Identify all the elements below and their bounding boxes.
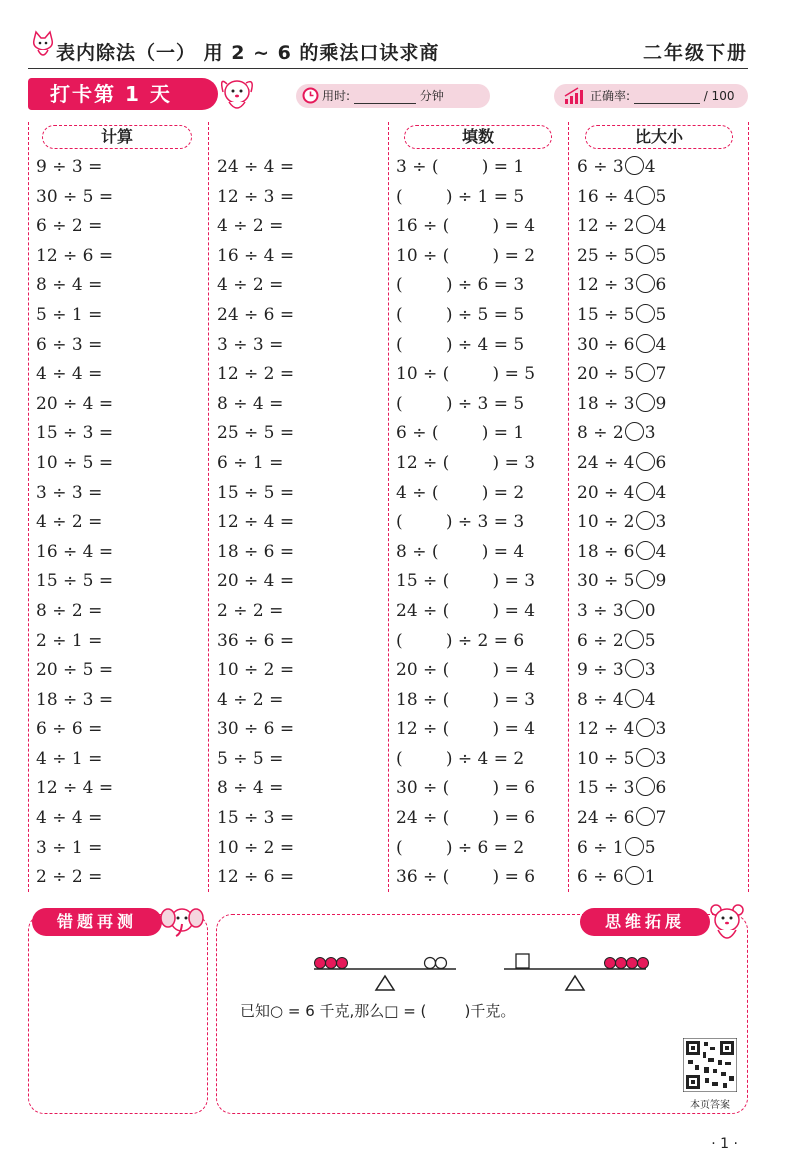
calc-problem[interactable]: 24 ÷ 6 = bbox=[217, 304, 295, 325]
time-field bbox=[296, 84, 490, 108]
fill-problem[interactable]: 15 ÷ ( ) = 3 bbox=[396, 571, 536, 592]
compare-circle[interactable] bbox=[636, 215, 655, 234]
compare-right: 5 bbox=[655, 245, 667, 266]
compare-problem bbox=[577, 242, 752, 272]
compare-left: 16 ÷ 4 bbox=[577, 186, 635, 207]
compare-right: 6 bbox=[655, 452, 667, 473]
compare-circle[interactable] bbox=[636, 570, 655, 589]
fill-problem[interactable]: 8 ÷ ( ) = 4 bbox=[396, 541, 525, 562]
compare-left: 8 ÷ 4 bbox=[577, 689, 624, 710]
compare-problem bbox=[577, 774, 752, 804]
compare-problem bbox=[577, 567, 752, 597]
calc-problem[interactable]: 2 ÷ 1 = bbox=[36, 630, 103, 651]
fill-problem[interactable]: 36 ÷ ( ) = 6 bbox=[396, 867, 536, 888]
calc-problem[interactable]: 12 ÷ 6 = bbox=[217, 867, 295, 888]
compare-left: 30 ÷ 6 bbox=[577, 334, 635, 355]
compare-right: 4 bbox=[644, 689, 656, 710]
compare-left: 12 ÷ 4 bbox=[577, 719, 635, 740]
header-title: 表内除法（一） 用 2 ~ 6 的乘法口诀求商 bbox=[56, 42, 440, 64]
compare-circle[interactable] bbox=[636, 511, 655, 530]
qr-code-icon[interactable] bbox=[683, 1038, 737, 1092]
calc-problem[interactable]: 18 ÷ 6 = bbox=[217, 541, 295, 562]
fill-problem[interactable]: 24 ÷ ( ) = 6 bbox=[396, 808, 536, 829]
compare-right: 9 bbox=[655, 571, 667, 592]
fill-problem[interactable]: ( ) ÷ 6 = 3 bbox=[396, 275, 525, 296]
compare-problem bbox=[577, 538, 752, 568]
fill-heading: 填数 bbox=[404, 125, 552, 149]
compare-column bbox=[577, 153, 752, 893]
calc-problem[interactable]: 4 ÷ 2 = bbox=[217, 275, 284, 296]
calc-problem[interactable]: 30 ÷ 5 = bbox=[36, 186, 114, 207]
compare-right: 0 bbox=[644, 600, 656, 621]
compare-problem bbox=[577, 153, 752, 183]
compare-circle[interactable] bbox=[636, 777, 655, 796]
balance-scale-left bbox=[310, 950, 460, 996]
compare-problem bbox=[577, 715, 752, 745]
calc-problem[interactable]: 12 ÷ 4 = bbox=[217, 512, 295, 533]
compare-circle[interactable] bbox=[625, 689, 644, 708]
compare-left: 20 ÷ 4 bbox=[577, 482, 635, 503]
calc-problem[interactable]: 18 ÷ 3 = bbox=[36, 689, 114, 710]
calc-problem[interactable]: 16 ÷ 4 = bbox=[217, 245, 295, 266]
compare-circle[interactable] bbox=[636, 807, 655, 826]
calc-problem[interactable]: 8 ÷ 4 = bbox=[36, 275, 103, 296]
calc-column-1 bbox=[36, 153, 211, 893]
compare-circle[interactable] bbox=[636, 186, 655, 205]
calc-problem[interactable]: 15 ÷ 5 = bbox=[36, 571, 114, 592]
compare-right: 1 bbox=[644, 867, 656, 888]
compare-problem bbox=[577, 834, 752, 864]
compare-problem bbox=[577, 804, 752, 834]
time-label: 用时: bbox=[322, 89, 351, 103]
compare-right: 9 bbox=[655, 393, 667, 414]
compare-right: 3 bbox=[644, 660, 656, 681]
compare-left: 12 ÷ 3 bbox=[577, 275, 635, 296]
compare-problem bbox=[577, 331, 752, 361]
fill-problem[interactable]: ( ) ÷ 4 = 5 bbox=[396, 334, 525, 355]
fill-problem[interactable]: ( ) ÷ 3 = 5 bbox=[396, 393, 525, 414]
calc-problem[interactable]: 8 ÷ 4 = bbox=[217, 778, 284, 799]
calc-problem[interactable]: 6 ÷ 1 = bbox=[217, 452, 284, 473]
calc-problem[interactable]: 12 ÷ 2 = bbox=[217, 364, 295, 385]
calc-problem[interactable]: 4 ÷ 1 = bbox=[36, 748, 103, 769]
calc-column-2 bbox=[217, 153, 392, 893]
day-banner: 打卡第 1 天 bbox=[28, 78, 218, 110]
compare-circle[interactable] bbox=[636, 748, 655, 767]
calc-problem[interactable]: 12 ÷ 3 = bbox=[217, 186, 295, 207]
calc-problem[interactable]: 12 ÷ 6 = bbox=[36, 245, 114, 266]
compare-left: 8 ÷ 2 bbox=[577, 423, 624, 444]
compare-circle[interactable] bbox=[636, 334, 655, 353]
compare-circle[interactable] bbox=[636, 541, 655, 560]
header-grade: 二年级下册 bbox=[642, 42, 748, 64]
header-divider bbox=[28, 68, 748, 69]
compare-left: 6 ÷ 3 bbox=[577, 157, 624, 177]
qr-caption: 本页答案 bbox=[690, 1100, 730, 1111]
fill-problem[interactable]: 20 ÷ ( ) = 4 bbox=[396, 660, 536, 681]
compare-problem bbox=[577, 627, 752, 657]
calc-problem[interactable]: 15 ÷ 3 = bbox=[217, 808, 295, 829]
compare-circle[interactable] bbox=[636, 482, 655, 501]
compare-right: 6 bbox=[655, 778, 667, 799]
compare-right: 3 bbox=[644, 423, 656, 444]
fill-problem[interactable]: 3 ÷ ( ) = 1 bbox=[396, 157, 525, 177]
compare-problem bbox=[577, 183, 752, 213]
dog-mascot-icon bbox=[215, 74, 257, 114]
compare-left: 15 ÷ 5 bbox=[577, 304, 635, 325]
compare-heading: 比大小 bbox=[585, 125, 733, 149]
calc-problem[interactable]: 20 ÷ 4 = bbox=[217, 571, 295, 592]
compare-circle[interactable] bbox=[636, 245, 655, 264]
fill-problem[interactable]: ( ) ÷ 4 = 2 bbox=[396, 748, 525, 769]
compare-right: 4 bbox=[655, 541, 667, 562]
compare-left: 25 ÷ 5 bbox=[577, 245, 635, 266]
fill-problem[interactable]: ( ) ÷ 1 = 5 bbox=[396, 186, 525, 207]
calc-problem[interactable]: 6 ÷ 2 = bbox=[36, 216, 103, 237]
elephant-mascot-icon bbox=[160, 902, 204, 942]
compare-circle[interactable] bbox=[625, 837, 644, 856]
accuracy-label: 正确率: bbox=[590, 89, 631, 103]
calc-heading: 计算 bbox=[42, 125, 192, 149]
compare-circle[interactable] bbox=[636, 363, 655, 382]
compare-right: 4 bbox=[655, 216, 667, 237]
compare-problem bbox=[577, 301, 752, 331]
accuracy-blank[interactable] bbox=[634, 90, 700, 104]
calc-problem[interactable]: 20 ÷ 5 = bbox=[36, 660, 114, 681]
fill-problem[interactable]: ( ) ÷ 2 = 6 bbox=[396, 630, 525, 651]
review-box[interactable] bbox=[28, 914, 208, 1114]
calc-problem[interactable]: 8 ÷ 2 = bbox=[36, 600, 103, 621]
review-tag: 错题再测 bbox=[32, 908, 162, 936]
calc-problem[interactable]: 6 ÷ 6 = bbox=[36, 719, 103, 740]
cat-mascot-icon bbox=[30, 30, 56, 60]
compare-left: 24 ÷ 6 bbox=[577, 808, 635, 829]
fill-problem[interactable]: 12 ÷ ( ) = 3 bbox=[396, 452, 536, 473]
page-number: · 1 · bbox=[711, 1136, 738, 1152]
compare-circle[interactable] bbox=[636, 304, 655, 323]
clock-icon bbox=[302, 87, 319, 104]
compare-right: 4 bbox=[655, 482, 667, 503]
calc-problem[interactable]: 36 ÷ 6 = bbox=[217, 630, 295, 651]
compare-right: 5 bbox=[644, 837, 656, 858]
compare-problem bbox=[577, 212, 752, 242]
compare-right: 3 bbox=[655, 748, 667, 769]
compare-circle[interactable] bbox=[625, 866, 644, 885]
fill-problem[interactable]: 24 ÷ ( ) = 4 bbox=[396, 600, 536, 621]
calc-problem[interactable]: 20 ÷ 4 = bbox=[36, 393, 114, 414]
thinking-tag: 思维拓展 bbox=[580, 908, 710, 936]
time-blank[interactable] bbox=[354, 90, 416, 104]
column-divider bbox=[28, 122, 29, 892]
compare-problem bbox=[577, 686, 752, 716]
calc-problem[interactable]: 8 ÷ 4 = bbox=[217, 393, 284, 414]
calc-problem[interactable]: 15 ÷ 3 = bbox=[36, 423, 114, 444]
calc-problem[interactable]: 5 ÷ 5 = bbox=[217, 748, 284, 769]
compare-circle[interactable] bbox=[636, 393, 655, 412]
calc-problem[interactable]: 30 ÷ 6 = bbox=[217, 719, 295, 740]
compare-right: 6 bbox=[655, 275, 667, 296]
fill-problem[interactable]: 10 ÷ ( ) = 5 bbox=[396, 364, 536, 385]
calc-problem[interactable]: 10 ÷ 2 = bbox=[217, 660, 295, 681]
calc-problem[interactable]: 15 ÷ 5 = bbox=[217, 482, 295, 503]
compare-left: 20 ÷ 5 bbox=[577, 364, 635, 385]
calc-problem[interactable]: 10 ÷ 5 = bbox=[36, 452, 114, 473]
compare-circle[interactable] bbox=[636, 452, 655, 471]
compare-left: 10 ÷ 5 bbox=[577, 748, 635, 769]
compare-right: 5 bbox=[655, 304, 667, 325]
compare-left: 6 ÷ 1 bbox=[577, 837, 624, 858]
calc-problem[interactable]: 4 ÷ 2 = bbox=[217, 216, 284, 237]
compare-circle[interactable] bbox=[625, 422, 644, 441]
compare-left: 24 ÷ 4 bbox=[577, 452, 635, 473]
compare-circle[interactable] bbox=[625, 659, 644, 678]
fill-problem[interactable]: ( ) ÷ 6 = 2 bbox=[396, 837, 525, 858]
calc-problem[interactable]: 12 ÷ 4 = bbox=[36, 778, 114, 799]
compare-right: 5 bbox=[655, 186, 667, 207]
accuracy-field bbox=[554, 84, 748, 108]
compare-problem bbox=[577, 597, 752, 627]
compare-problem bbox=[577, 419, 752, 449]
compare-circle[interactable] bbox=[636, 718, 655, 737]
calc-problem[interactable]: 3 ÷ 1 = bbox=[36, 837, 103, 858]
calc-problem[interactable]: 16 ÷ 4 = bbox=[36, 541, 114, 562]
compare-left: 10 ÷ 2 bbox=[577, 512, 635, 533]
compare-left: 12 ÷ 2 bbox=[577, 216, 635, 237]
fill-problem[interactable]: ( ) ÷ 5 = 5 bbox=[396, 304, 525, 325]
calc-problem[interactable]: 4 ÷ 2 = bbox=[217, 689, 284, 710]
calc-problem[interactable]: 4 ÷ 4 = bbox=[36, 808, 103, 829]
compare-problem bbox=[577, 449, 752, 479]
compare-left: 6 ÷ 6 bbox=[577, 867, 624, 888]
compare-problem bbox=[577, 508, 752, 538]
fill-problem[interactable]: ( ) ÷ 3 = 3 bbox=[396, 512, 525, 533]
compare-circle[interactable] bbox=[625, 600, 644, 619]
thinking-question: 已知○ = 6 千克,那么□ = ( )千克。 bbox=[240, 1002, 516, 1020]
calc-problem[interactable]: 25 ÷ 5 = bbox=[217, 423, 295, 444]
calc-problem[interactable]: 24 ÷ 4 = bbox=[217, 157, 295, 177]
fill-problem[interactable]: 16 ÷ ( ) = 4 bbox=[396, 216, 536, 237]
fill-problem[interactable]: 30 ÷ ( ) = 6 bbox=[396, 778, 536, 799]
fill-column bbox=[396, 153, 571, 893]
compare-problem bbox=[577, 863, 752, 893]
bear-mascot-icon bbox=[706, 902, 750, 946]
compare-right: 3 bbox=[655, 719, 667, 740]
compare-left: 18 ÷ 3 bbox=[577, 393, 635, 414]
compare-left: 6 ÷ 2 bbox=[577, 630, 624, 651]
calc-problem[interactable]: 6 ÷ 3 = bbox=[36, 334, 103, 355]
compare-right: 3 bbox=[655, 512, 667, 533]
calc-problem[interactable]: 3 ÷ 3 = bbox=[217, 334, 284, 355]
compare-circle[interactable] bbox=[636, 274, 655, 293]
fill-problem[interactable]: 4 ÷ ( ) = 2 bbox=[396, 482, 525, 503]
compare-circle[interactable] bbox=[625, 630, 644, 649]
time-unit: 分钟 bbox=[419, 89, 444, 103]
accuracy-total: / 100 bbox=[703, 89, 735, 103]
compare-circle[interactable] bbox=[625, 156, 644, 175]
fill-problem[interactable]: 6 ÷ ( ) = 1 bbox=[396, 423, 525, 444]
compare-problem bbox=[577, 390, 752, 420]
compare-problem bbox=[577, 656, 752, 686]
balance-scale-right bbox=[500, 950, 650, 996]
compare-right: 5 bbox=[644, 630, 656, 651]
bar-chart-icon bbox=[564, 86, 584, 105]
compare-right: 4 bbox=[655, 334, 667, 355]
calc-problem[interactable]: 10 ÷ 2 = bbox=[217, 837, 295, 858]
calc-problem[interactable]: 5 ÷ 1 = bbox=[36, 304, 103, 325]
compare-problem bbox=[577, 479, 752, 509]
calc-problem[interactable]: 3 ÷ 3 = bbox=[36, 482, 103, 503]
compare-right: 7 bbox=[655, 808, 667, 829]
compare-problem bbox=[577, 271, 752, 301]
calc-problem[interactable]: 9 ÷ 3 = bbox=[36, 157, 103, 177]
compare-left: 15 ÷ 3 bbox=[577, 778, 635, 799]
compare-right: 7 bbox=[655, 364, 667, 385]
fill-problem[interactable]: 18 ÷ ( ) = 3 bbox=[396, 689, 536, 710]
calc-problem[interactable]: 4 ÷ 4 = bbox=[36, 364, 103, 385]
compare-problem bbox=[577, 360, 752, 390]
compare-right: 4 bbox=[644, 157, 656, 177]
compare-problem bbox=[577, 745, 752, 775]
calc-problem[interactable]: 2 ÷ 2 = bbox=[36, 867, 103, 888]
fill-problem[interactable]: 10 ÷ ( ) = 2 bbox=[396, 245, 536, 266]
fill-problem[interactable]: 12 ÷ ( ) = 4 bbox=[396, 719, 536, 740]
compare-left: 18 ÷ 6 bbox=[577, 541, 635, 562]
compare-left: 9 ÷ 3 bbox=[577, 660, 624, 681]
calc-problem[interactable]: 2 ÷ 2 = bbox=[217, 600, 284, 621]
compare-left: 3 ÷ 3 bbox=[577, 600, 624, 621]
compare-left: 30 ÷ 5 bbox=[577, 571, 635, 592]
calc-problem[interactable]: 4 ÷ 2 = bbox=[36, 512, 103, 533]
